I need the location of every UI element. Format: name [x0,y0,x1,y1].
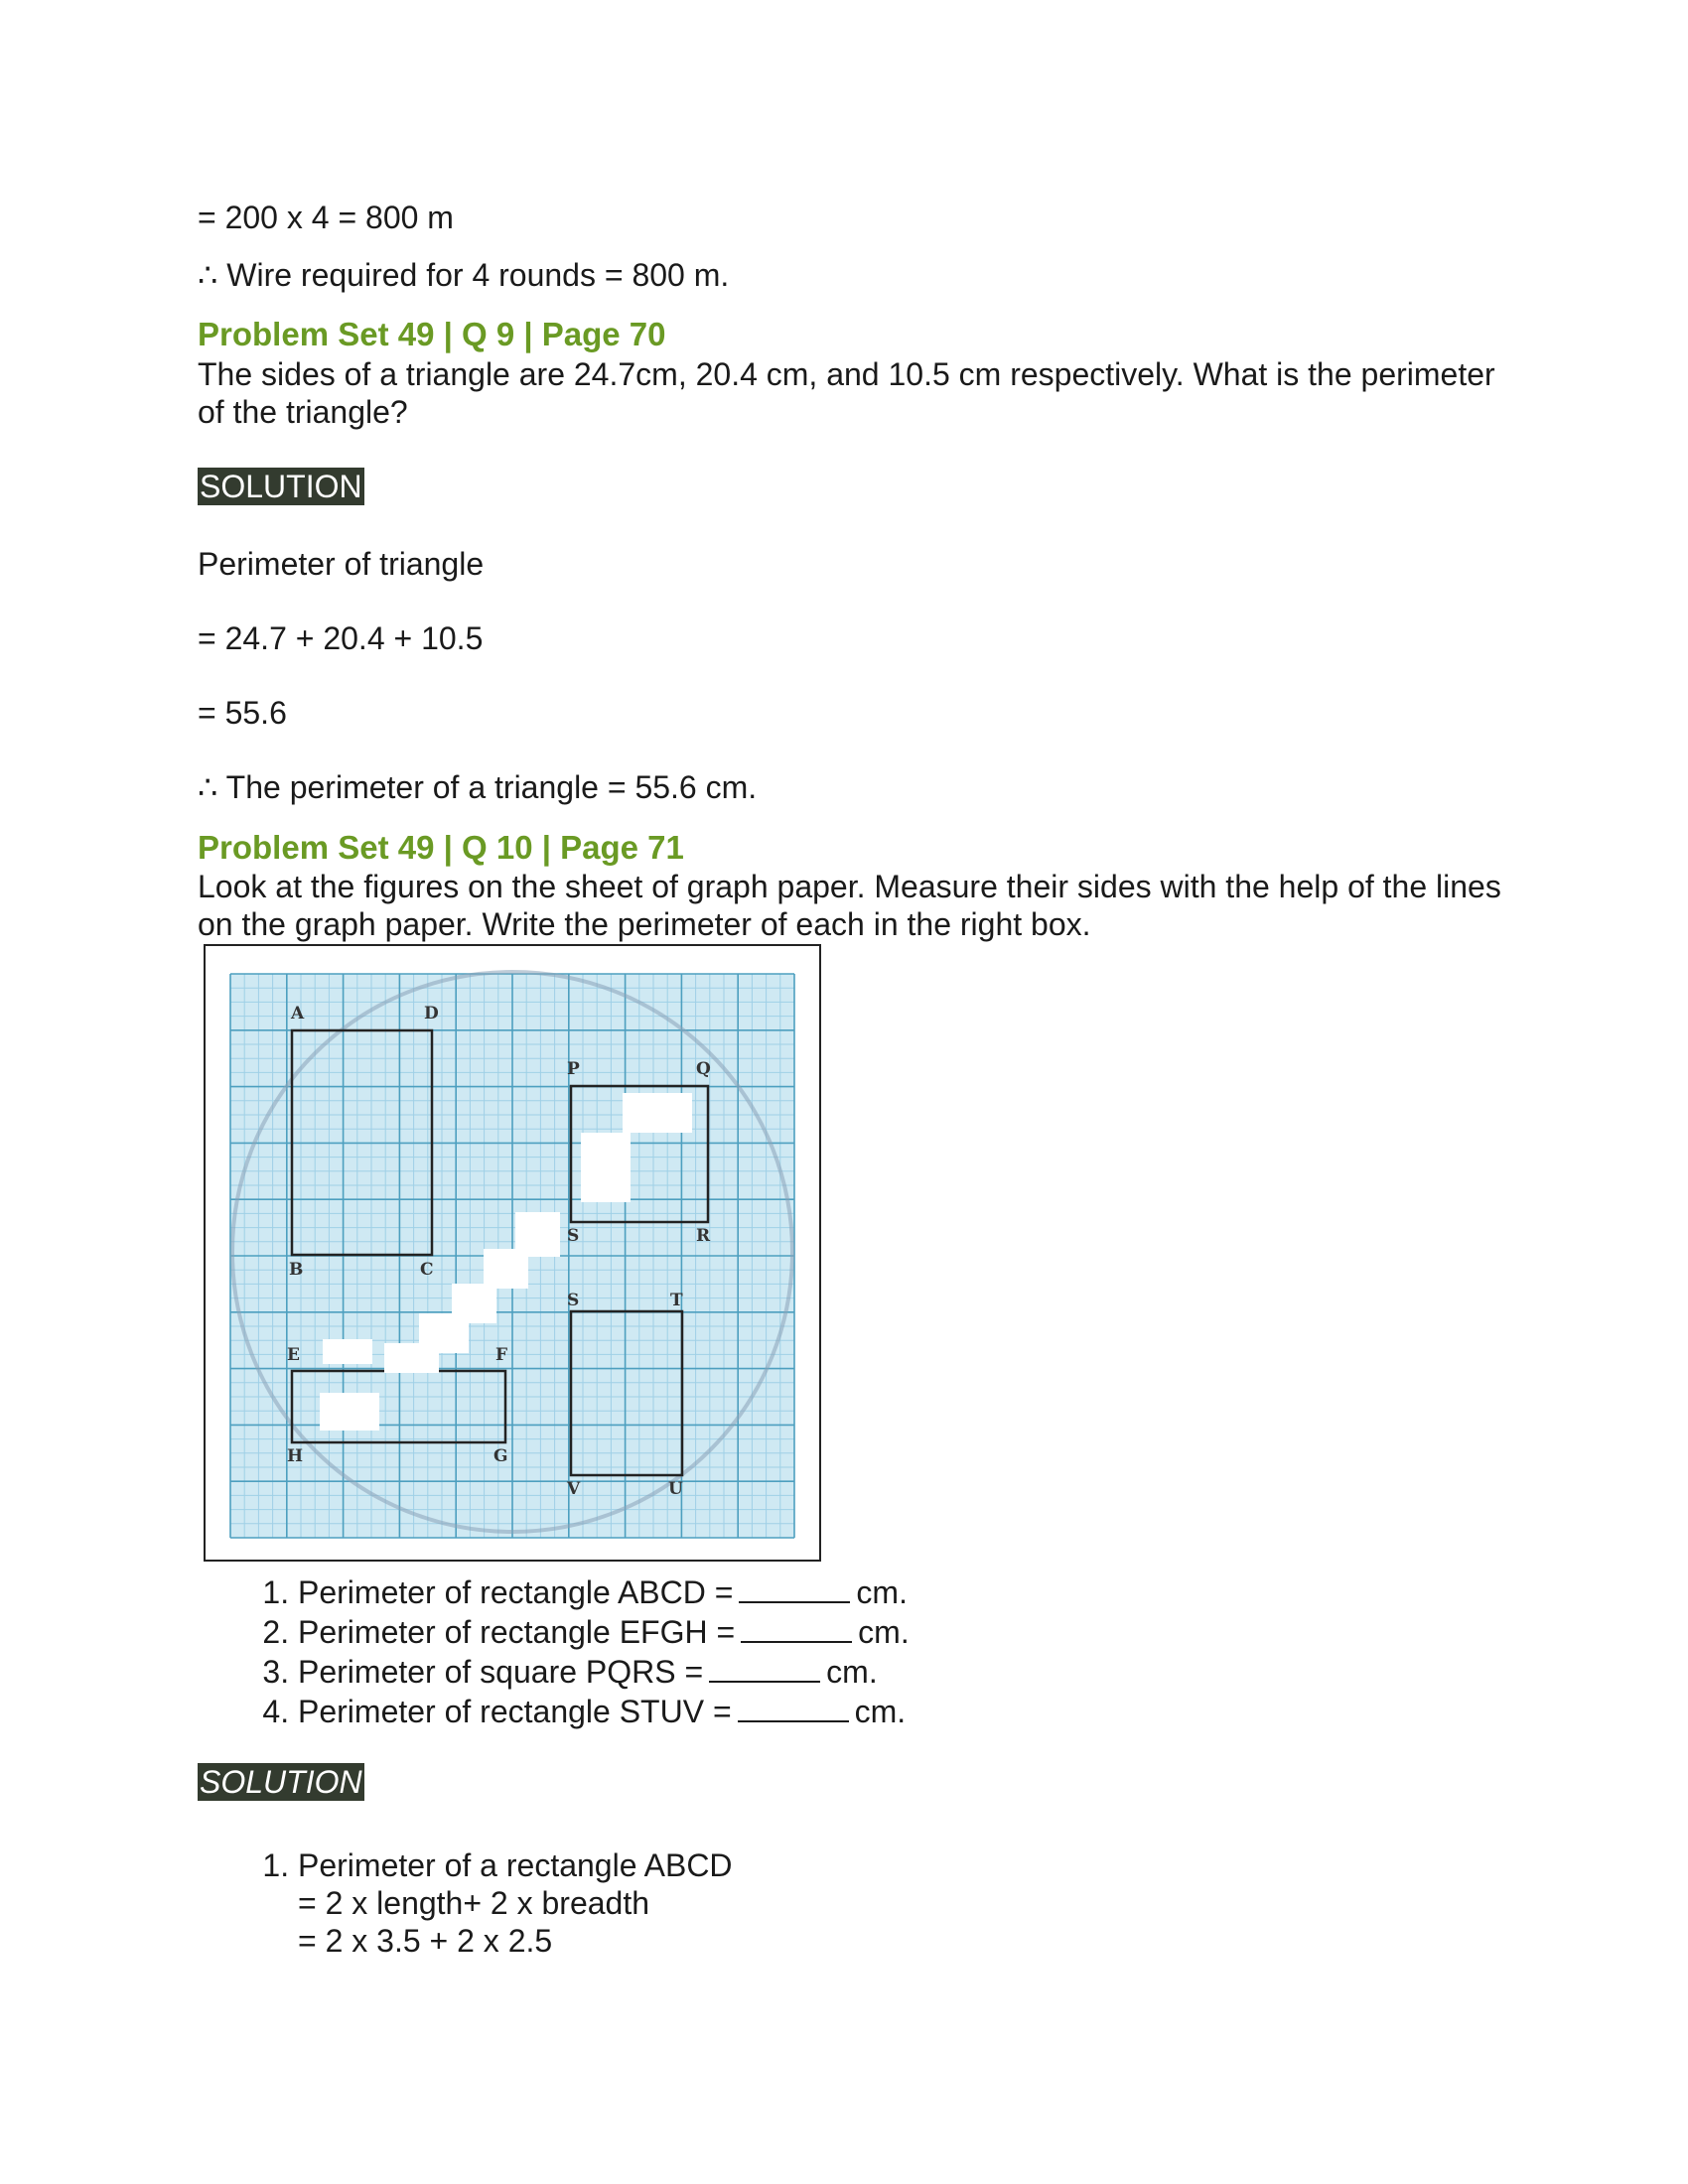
q10-question: Look at the figures on the sheet of graph paper. Measure their sides with the help of the lines on the graph paper. Write the perimeter of each in the right box. [198,869,1501,942]
item-unit: cm. [858,1614,910,1650]
item-unit: cm. [854,1694,907,1729]
label-q: Q [696,1059,711,1079]
item-unit: cm. [856,1574,908,1610]
q10-solution-label: SOLUTION [200,1764,362,1800]
label-c: C [420,1260,434,1280]
q9-step-2: = 24.7 + 20.4 + 10.5 [198,620,484,656]
solution-item-title: 1. Perimeter of a rectangle ABCD [298,1847,733,1883]
q9-step-4: ∴ The perimeter of a triangle = 55.6 cm. [198,769,758,805]
q9-step-3: = 55.6 [198,695,287,731]
solution-item-line: = 2 x 3.5 + 2 x 2.5 [298,1923,553,1959]
label-b: B [289,1260,304,1280]
label-t: T [670,1291,683,1310]
label-s-rectangle: S [567,1291,580,1310]
q10-solution-list [248,1846,733,1960]
list-item [298,1651,910,1691]
q9-solution-label: SOLUTION [200,469,362,504]
label-f: F [495,1345,508,1365]
item-unit: cm. [826,1654,878,1690]
label-d: D [424,1004,439,1024]
graph-paper-figure [204,944,821,1562]
label-r: R [696,1226,711,1246]
item-text: Perimeter of square PQRS = [298,1654,704,1690]
answer-blank[interactable] [739,1571,850,1603]
label-u: U [668,1479,683,1499]
q10-heading: Problem Set 49 | Q 10 | Page 71 [198,829,684,866]
list-item [298,1611,910,1651]
q10-item-list [248,1571,910,1730]
q9-step-1: Perimeter of triangle [198,546,485,582]
list-item [298,1846,733,1960]
label-v: V [567,1479,581,1499]
q9-question: The sides of a triangle are 24.7cm, 20.4 cm, and 10.5 cm respectively. What is the perimeter of the triangle? [198,356,1495,430]
item-text: Perimeter of rectangle EFGH = [298,1614,736,1650]
graph-paper-drawing [206,946,819,1560]
solution-item-line: = 2 x length+ 2 x breadth [298,1885,650,1921]
label-a: A [291,1004,305,1024]
label-p: P [567,1059,580,1079]
answer-blank[interactable] [709,1651,820,1683]
conclusion-line: ∴ Wire required for 4 rounds = 800 m. [198,257,730,293]
list-item [298,1571,910,1611]
label-h: H [287,1446,304,1466]
item-text: Perimeter of rectangle STUV = [298,1694,732,1729]
label-g: G [493,1446,508,1466]
answer-blank[interactable] [738,1691,849,1722]
calc-line: = 200 x 4 = 800 m [198,200,454,235]
list-item [298,1691,910,1730]
q9-heading: Problem Set 49 | Q 9 | Page 70 [198,316,666,352]
label-e: E [287,1345,300,1365]
answer-blank[interactable] [741,1611,852,1643]
label-s-square: S [567,1226,580,1246]
item-text: Perimeter of rectangle ABCD = [298,1574,734,1610]
